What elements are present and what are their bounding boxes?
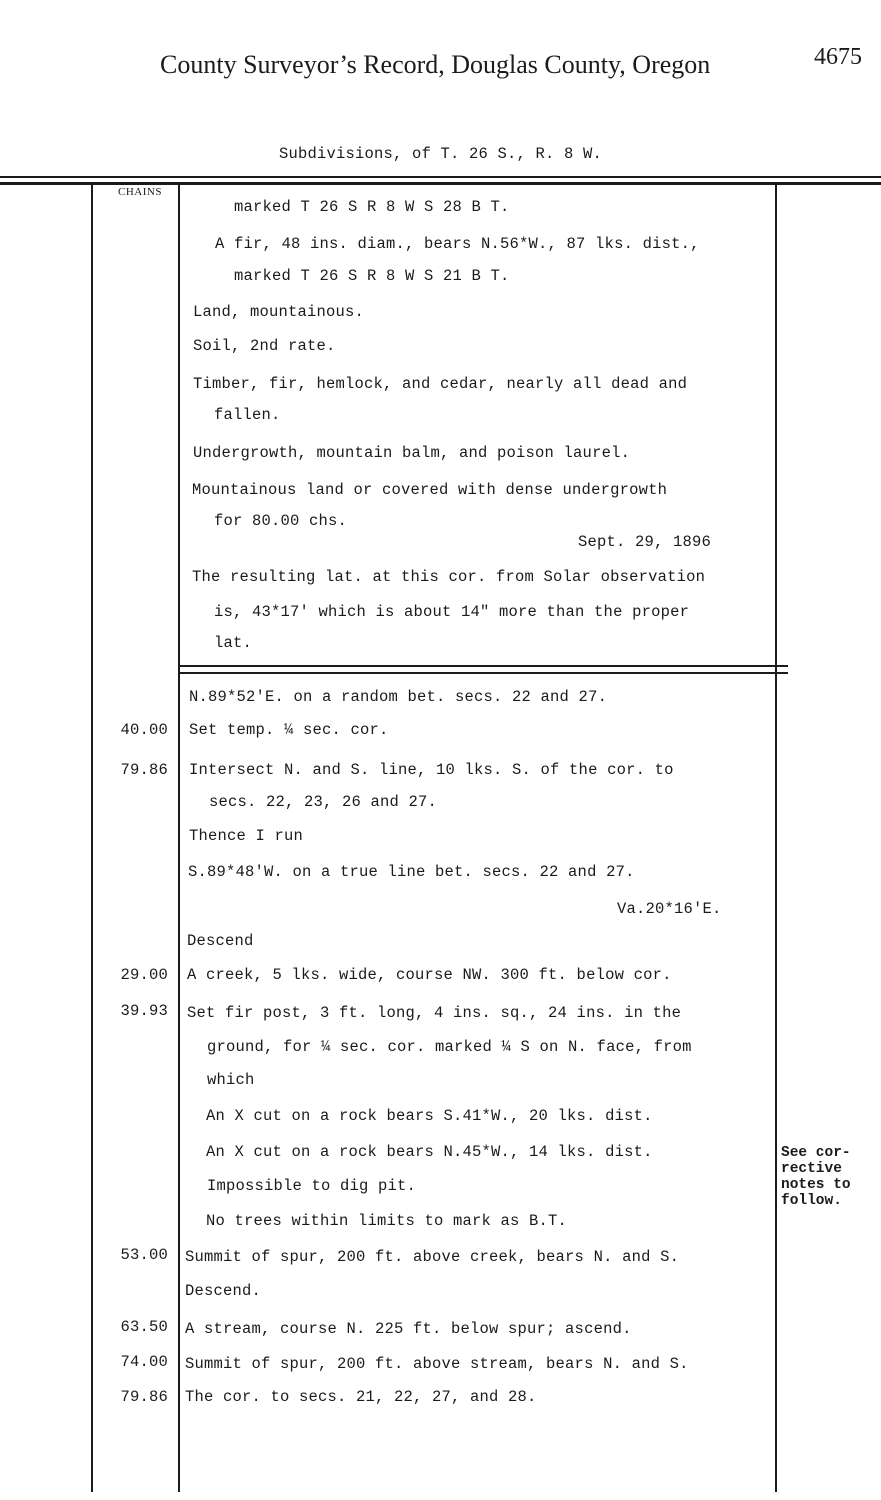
record-line: Land, mountainous.	[193, 303, 365, 321]
record-line: Mountainous land or covered with dense undergrowth	[192, 481, 668, 499]
record-line: N.89*52'E. on a random bet. secs. 22 and 27.	[189, 688, 608, 706]
record-line: lat.	[214, 634, 253, 652]
chains-column-rule	[178, 182, 180, 1492]
record-line: Soil, 2nd rate.	[193, 337, 336, 355]
chain-value: 74.00	[120, 1353, 168, 1371]
record-line: Timber, fir, hemlock, and cedar, nearly all dead and	[193, 375, 688, 393]
chain-value: 39.93	[120, 1002, 168, 1020]
chain-value: 79.86	[120, 761, 168, 779]
record-line: Set temp. ¼ sec. cor.	[189, 721, 389, 739]
page-title: County Surveyor’s Record, Douglas County, Oregon	[160, 50, 711, 79]
chains-column-label: CHAINS	[118, 186, 162, 198]
record-line: Summit of spur, 200 ft. above stream, bears N. and S.	[185, 1355, 689, 1373]
record-line: Undergrowth, mountain balm, and poison laurel.	[193, 444, 631, 462]
record-line: A creek, 5 lks. wide, course NW. 300 ft. below cor.	[187, 966, 672, 984]
record-line: Intersect N. and S. line, 10 lks. S. of the cor. to	[189, 761, 674, 779]
header-rule-top	[0, 176, 881, 178]
record-line: An X cut on a rock bears S.41*W., 20 lks. dist.	[206, 1107, 653, 1125]
record-line: marked T 26 S R 8 W S 21 B T.	[234, 267, 510, 285]
record-line: A fir, 48 ins. diam., bears N.56*W., 87 lks. dist.,	[215, 235, 700, 253]
chain-value: 40.00	[120, 721, 168, 739]
record-line: A stream, course N. 225 ft. below spur; ascend.	[185, 1320, 632, 1338]
record-line: Descend	[187, 932, 254, 950]
left-margin-rule	[91, 182, 93, 1492]
record-line: The resulting lat. at this cor. from Solar observation	[192, 568, 706, 586]
page-subtitle: Subdivisions, of T. 26 S., R. 8 W.	[279, 145, 603, 163]
header-rule-bottom	[0, 182, 881, 185]
record-date: Sept. 29, 1896	[578, 533, 712, 551]
section-rule-top	[180, 665, 788, 667]
section-rule-bottom	[180, 672, 788, 674]
record-line: ground, for ¼ sec. cor. marked ¼ S on N. face, from	[207, 1038, 692, 1056]
record-line: No trees within limits to mark as B.T.	[206, 1212, 568, 1230]
record-line: Set fir post, 3 ft. long, 4 ins. sq., 24 ins. in the	[187, 1004, 682, 1022]
chain-value: 53.00	[120, 1246, 168, 1264]
chain-value: 29.00	[120, 966, 168, 984]
record-line: marked T 26 S R 8 W S 28 B T.	[234, 198, 510, 216]
notes-column-rule	[775, 182, 777, 1492]
record-line: Thence I run	[189, 827, 304, 845]
record-line: Descend.	[185, 1282, 262, 1300]
record-variation: Va.20*16'E.	[617, 900, 722, 918]
record-line: S.89*48'W. on a true line bet. secs. 22 and 27.	[188, 863, 635, 881]
record-line: for 80.00 chs.	[214, 512, 348, 530]
record-line: The cor. to secs. 21, 22, 27, and 28.	[185, 1388, 537, 1406]
chain-value: 79.86	[120, 1388, 168, 1406]
record-line: which	[207, 1071, 255, 1089]
record-line: fallen.	[214, 406, 281, 424]
margin-note: See cor- rective notes to follow.	[781, 1145, 851, 1209]
record-line: secs. 22, 23, 26 and 27.	[209, 793, 438, 811]
record-line: Impossible to dig pit.	[207, 1177, 417, 1195]
record-line: is, 43*17' which is about 14" more than the proper	[214, 603, 690, 621]
chain-value: 63.50	[120, 1318, 168, 1336]
record-line: Summit of spur, 200 ft. above creek, bears N. and S.	[185, 1248, 680, 1266]
record-line: An X cut on a rock bears N.45*W., 14 lks. dist.	[206, 1143, 653, 1161]
page-number: 4675	[814, 44, 862, 70]
